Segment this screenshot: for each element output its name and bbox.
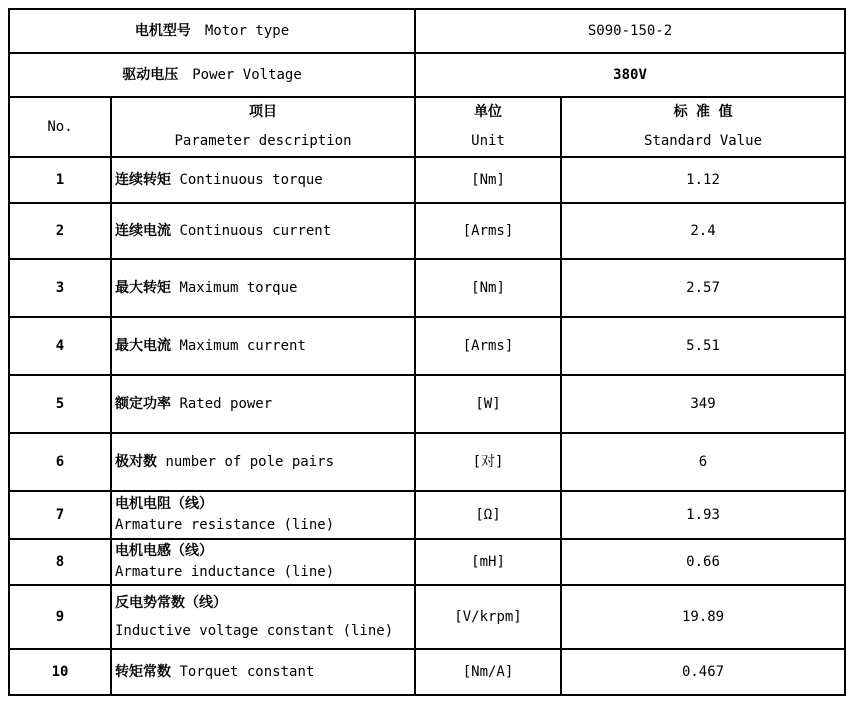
- parameter-description: 转矩常数 Torquet constant: [111, 649, 415, 695]
- parameter-description: 连续转矩 Continuous torque: [111, 157, 415, 203]
- no-column-header: No.: [9, 97, 111, 157]
- unit-cell: [Nm/A]: [415, 649, 561, 695]
- unit-header-zh: 单位: [474, 104, 503, 120]
- value-cell: 1.12: [561, 157, 845, 203]
- parameter-description: 极对数 number of pole pairs: [111, 433, 415, 491]
- table-row: [9, 259, 845, 317]
- unit-header-en: Unit: [471, 133, 505, 149]
- table-row: [9, 157, 845, 203]
- row-number: 9: [9, 585, 111, 649]
- parameter-description: 额定功率 Rated power: [111, 375, 415, 433]
- table-row: [9, 317, 845, 375]
- value-cell: 19.89: [561, 585, 845, 649]
- parameter-description: 最大转矩 Maximum torque: [111, 259, 415, 317]
- row-number: 8: [9, 539, 111, 585]
- power-voltage-row: [9, 53, 845, 97]
- table-row: [9, 585, 845, 649]
- row-number: 10: [9, 649, 111, 695]
- value-cell: 0.66: [561, 539, 845, 585]
- row-number: 6: [9, 433, 111, 491]
- parameter-column-header: [111, 97, 415, 157]
- table-row: [9, 491, 845, 539]
- unit-cell: [Arms]: [415, 203, 561, 259]
- row-number: 3: [9, 259, 111, 317]
- parameter-description: 连续电流 Continuous current: [111, 203, 415, 259]
- value-cell: 1.93: [561, 491, 845, 539]
- motor-type-row: [9, 9, 845, 53]
- parameter-description: 电机电感（线） Armature inductance (line): [111, 539, 415, 585]
- column-header-row: [9, 97, 845, 157]
- unit-cell: [对]: [415, 433, 561, 491]
- parameter-description: 反电势常数（线） Inductive voltage constant (line): [111, 585, 415, 649]
- value-header-zh: 标 准 值: [673, 104, 733, 120]
- unit-cell: [W]: [415, 375, 561, 433]
- value-cell: 5.51: [561, 317, 845, 375]
- row-number: 2: [9, 203, 111, 259]
- power-voltage-label: 驱动电压 Power Voltage: [9, 53, 415, 97]
- value-cell: 349: [561, 375, 845, 433]
- table-row: [9, 649, 845, 695]
- table-row: [9, 433, 845, 491]
- table-row: [9, 203, 845, 259]
- parameter-header-en: Parameter description: [174, 133, 352, 149]
- row-number: 1: [9, 157, 111, 203]
- value-cell: 2.4: [561, 203, 845, 259]
- unit-cell: [mH]: [415, 539, 561, 585]
- parameter-description: 电机电阻（线） Armature resistance (line): [111, 491, 415, 539]
- unit-column-header: [415, 97, 561, 157]
- motor-type-value: S090-150-2: [415, 9, 845, 53]
- row-number: 5: [9, 375, 111, 433]
- motor-spec-table: [8, 8, 846, 696]
- row-number: 7: [9, 491, 111, 539]
- value-cell: 0.467: [561, 649, 845, 695]
- value-cell: 6: [561, 433, 845, 491]
- unit-cell: [Nm]: [415, 157, 561, 203]
- parameter-header-zh: 项目: [249, 104, 277, 120]
- unit-cell: [Arms]: [415, 317, 561, 375]
- value-column-header: [561, 97, 845, 157]
- table-row: [9, 375, 845, 433]
- row-number: 4: [9, 317, 111, 375]
- unit-cell: [Ω]: [415, 491, 561, 539]
- value-cell: 2.57: [561, 259, 845, 317]
- table-row: [9, 539, 845, 585]
- unit-cell: [Nm]: [415, 259, 561, 317]
- motor-type-label: 电机型号 Motor type: [9, 9, 415, 53]
- value-header-en: Standard Value: [644, 133, 763, 149]
- power-voltage-value: 380V: [415, 53, 845, 97]
- parameter-description: 最大电流 Maximum current: [111, 317, 415, 375]
- unit-cell: [V/krpm]: [415, 585, 561, 649]
